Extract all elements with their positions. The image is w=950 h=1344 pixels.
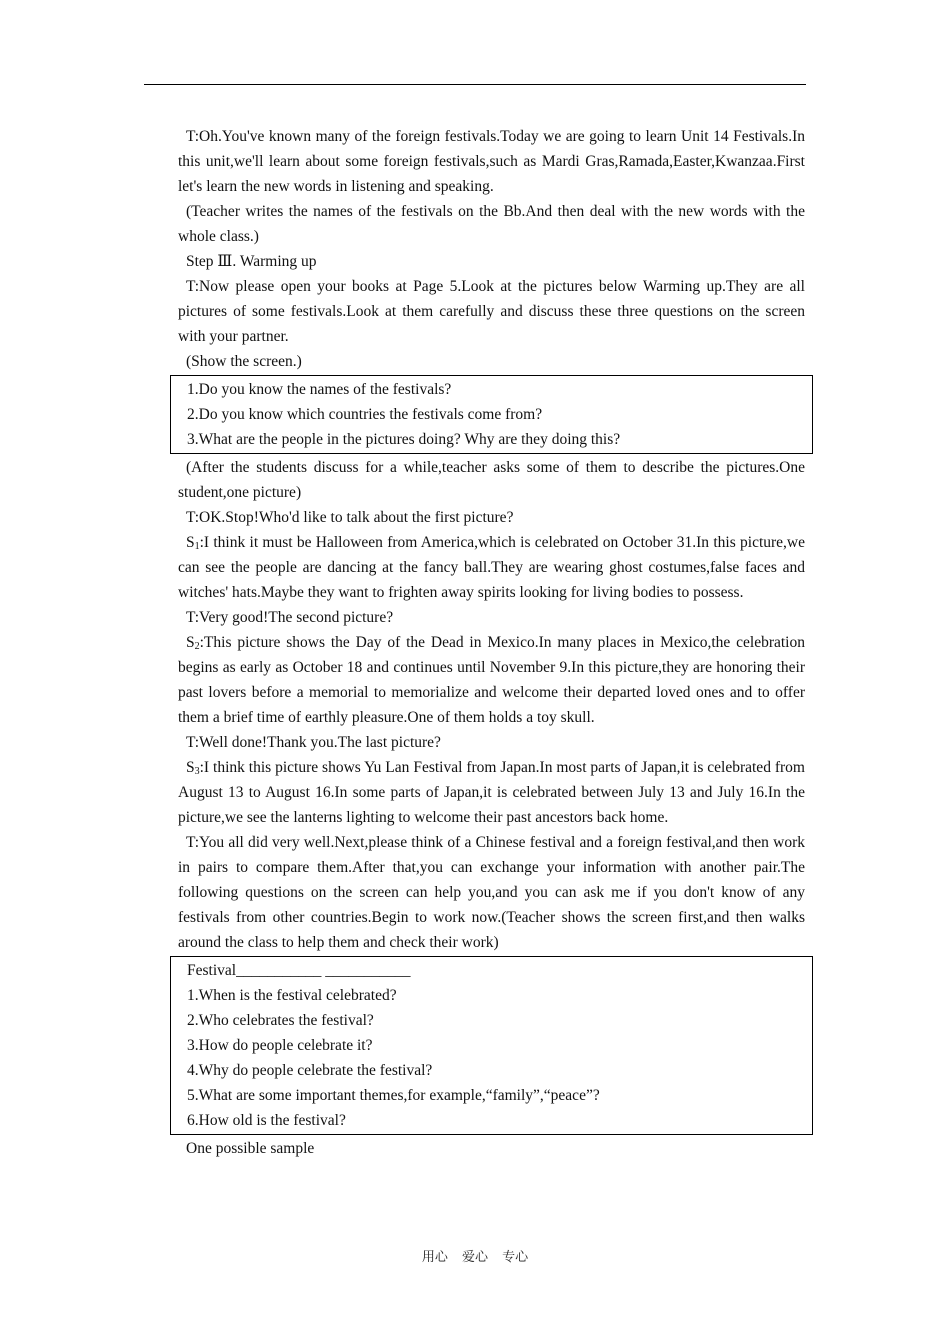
comparison-questions-box — [170, 956, 813, 1135]
header-rule — [144, 84, 806, 85]
paragraph: T:You all did very well.Next,please think of a Chinese festival and a foreign festival,and then work in pairs to compare them.After that,you can exchange your information with another pair.The following questions on the screen can help you,and you can ask me if you don't know of any festivals from other countries.Begin to work now.(Teacher shows the screen first,and then walks around the class to help them and check their work) — [178, 834, 805, 951]
paragraph: (After the students discuss for a while,teacher asks some of them to describe the pictures.One student,one picture) — [178, 459, 805, 501]
paragraph: T:Very good!The second picture? — [186, 609, 394, 626]
question-item: 6.How old is the festival? — [187, 1112, 346, 1129]
question-item: 1.When is the festival celebrated? — [187, 987, 397, 1004]
answer-text: :I think this picture shows Yu Lan Festival from Japan.In most parts of Japan,it is celebrated from August 13 to August 16.In some parts of Japan,it is celebrated between July 13 and July 16.In the picture,we see the lanterns lighting to welcome their past ancestors back home. — [178, 759, 805, 826]
festival-blank-line: Festival___________ ___________ — [187, 962, 411, 979]
question-item: 2.Who celebrates the festival? — [187, 1012, 374, 1029]
question-item: 5.What are some important themes,for example,“family”,“peace”? — [187, 1087, 600, 1104]
speaker-number: 1 — [194, 541, 200, 552]
answer-text: :I think it must be Halloween from America,which is celebrated on October 31.In this picture,we can see the people are dancing at the fancy ball.They are wearing ghost costumes,false faces and witches' hats.Maybe they want to frighten away spirits looking for living bodies to possess. — [178, 534, 805, 601]
question-item: 3.What are the people in the pictures doing? Why are they doing this? — [187, 431, 621, 448]
question-item: 2.Do you know which countries the festivals come from? — [187, 406, 543, 423]
student-answer-1 — [178, 530, 805, 605]
paragraph: T:Now please open your books at Page 5.Look at the pictures below Warming up.They are all pictures of some festivals.Look at them carefully and discuss these three questions on the screen with your partner. — [178, 278, 805, 345]
paragraph: (Show the screen.) — [186, 353, 302, 370]
paragraph: T:OK.Stop!Who'd like to talk about the first picture? — [186, 509, 514, 526]
speaker: S — [186, 534, 195, 551]
speaker: S — [186, 759, 195, 776]
student-answer-2 — [178, 630, 805, 730]
page-footer: 用心 爱心 专心 — [421, 1250, 529, 1265]
document-body — [178, 124, 805, 1161]
step-heading: Step Ⅲ. Warming up — [186, 253, 317, 270]
speaker: S — [186, 634, 195, 651]
paragraph: T:Oh.You've known many of the foreign festivals.Today we are going to learn Unit 14 Festivals.In this unit,we'll learn about some foreign festivals,such as Mardi Gras,Ramada,Easter,Kwanzaa.First let's learn the new words in listening and speaking. — [178, 128, 805, 195]
question-item: 3.How do people celebrate it? — [187, 1037, 373, 1054]
paragraph: (Teacher writes the names of the festivals on the Bb.And then deal with the new words with the whole class.) — [178, 203, 805, 245]
screen-questions-box — [170, 375, 813, 454]
question-item: 4.Why do people celebrate the festival? — [187, 1062, 433, 1079]
paragraph: One possible sample — [186, 1140, 315, 1157]
speaker-number: 2 — [194, 641, 200, 652]
answer-text: :This picture shows the Day of the Dead in Mexico.In many places in Mexico,the celebration begins as early as October 18 and continues until November 9.In this picture,they are honoring their past lovers before a memorial to memorialize and welcome their departed loved ones and to offer them a brief time of earthly pleasure.One of them holds a toy skull. — [178, 634, 805, 726]
student-answer-3 — [178, 755, 805, 830]
question-item: 1.Do you know the names of the festivals? — [187, 381, 452, 398]
speaker-number: 3 — [194, 766, 200, 777]
paragraph: T:Well done!Thank you.The last picture? — [186, 734, 441, 751]
